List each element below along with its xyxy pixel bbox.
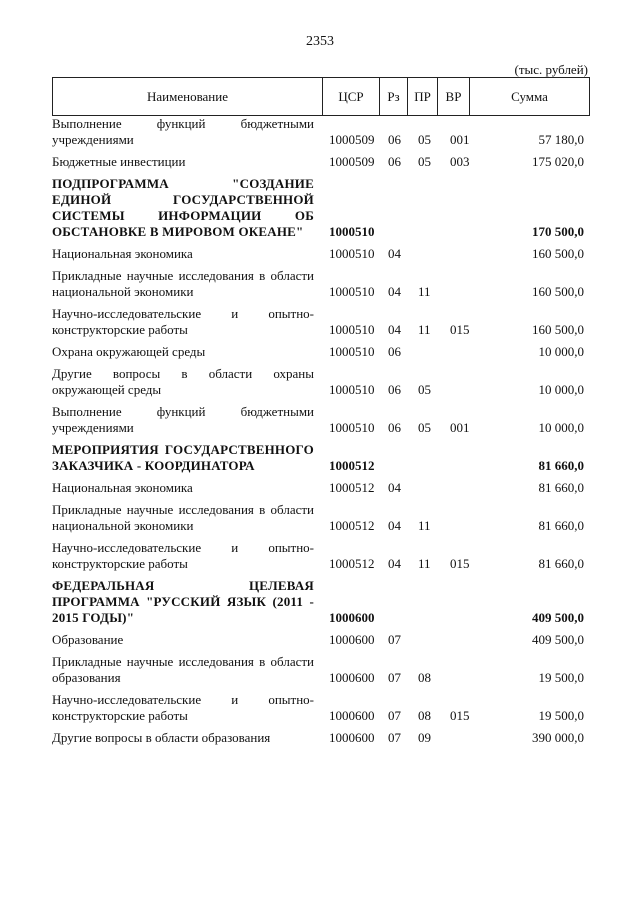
row-csr: 1000512	[329, 518, 375, 533]
row-name: Другие вопросы в области образования	[52, 730, 271, 745]
row-rz: 07	[388, 670, 401, 685]
row-pr: 08	[418, 708, 431, 723]
row-cells	[52, 730, 590, 746]
row-sum: 81 660,0	[538, 480, 584, 495]
table-row	[52, 246, 590, 262]
row-pr: 05	[418, 382, 431, 397]
units-note: (тыс. рублей)	[514, 62, 588, 77]
row-pr: 11	[418, 556, 431, 571]
row-vr: 001	[450, 420, 470, 435]
row-name: Выполнение функций бюджетными учреждениями	[52, 404, 314, 435]
row-cells	[52, 420, 590, 436]
row-name: Прикладные научные исследования в области образования	[52, 654, 314, 685]
row-cells	[52, 708, 590, 724]
row-vr: 003	[450, 154, 470, 169]
row-cells	[52, 322, 590, 338]
row-cells	[52, 556, 590, 572]
row-csr: 1000512	[329, 458, 375, 473]
row-sum: 390 000,0	[532, 730, 584, 745]
row-sum: 409 500,0	[532, 610, 584, 625]
row-sum: 10 000,0	[538, 344, 584, 359]
row-name: Прикладные научные исследования в области национальной экономики	[52, 268, 314, 299]
column-header-sum: Сумма	[511, 88, 548, 104]
row-name: Охрана окружающей среды	[52, 344, 206, 359]
row-csr: 1000600	[329, 632, 375, 647]
row-name: Научно-исследовательские и опытно-конструкторские работы	[52, 540, 314, 571]
table-row	[52, 404, 590, 436]
row-rz: 06	[388, 420, 401, 435]
row-name: Научно-исследовательские и опытно-конструкторские работы	[52, 306, 314, 337]
row-rz: 07	[388, 730, 401, 745]
row-pr: 08	[418, 670, 431, 685]
row-rz: 04	[388, 246, 401, 261]
row-cells	[52, 382, 590, 398]
page-number: 2353	[306, 34, 334, 49]
column-header-csr: ЦСР	[323, 78, 380, 115]
table-row	[52, 116, 590, 148]
row-csr: 1000512	[329, 556, 375, 571]
table-body	[52, 116, 590, 752]
row-sum: 10 000,0	[538, 382, 584, 397]
row-cells	[52, 224, 590, 240]
table-row	[52, 540, 590, 572]
row-rz: 07	[388, 708, 401, 723]
row-vr: 015	[450, 322, 470, 337]
row-csr: 1000510	[329, 284, 375, 299]
table-row	[52, 730, 590, 746]
row-name: Бюджетные инвестиции	[52, 154, 186, 169]
row-rz: 06	[388, 132, 401, 147]
table-row	[52, 654, 590, 686]
row-cells	[52, 132, 590, 148]
row-csr: 1000600	[329, 610, 375, 625]
row-sum: 170 500,0	[532, 224, 584, 239]
row-rz: 04	[388, 480, 401, 495]
row-name: Национальная экономика	[52, 480, 193, 495]
row-sum: 81 660,0	[538, 556, 584, 571]
row-sum: 160 500,0	[532, 322, 584, 337]
row-vr: 001	[450, 132, 470, 147]
row-rz: 07	[388, 632, 401, 647]
row-csr: 1000510	[329, 246, 375, 261]
row-cells	[52, 246, 590, 262]
table-row	[52, 692, 590, 724]
row-csr: 1000600	[329, 730, 375, 745]
row-cells	[52, 518, 590, 534]
row-rz: 06	[388, 154, 401, 169]
row-name: Другие вопросы в области охраны окружающей среды	[52, 366, 314, 397]
row-pr: 11	[418, 322, 431, 337]
table-row	[52, 366, 590, 398]
row-rz: 04	[388, 556, 401, 571]
table-row	[52, 632, 590, 648]
row-name: Прикладные научные исследования в области национальной экономики	[52, 502, 314, 533]
column-header-pr: ПР	[408, 78, 438, 115]
row-name: Образование	[52, 632, 124, 647]
table-row	[52, 268, 590, 300]
row-csr: 1000510	[329, 322, 375, 337]
row-sum: 57 180,0	[538, 132, 584, 147]
row-csr: 1000600	[329, 708, 375, 723]
row-rz: 04	[388, 284, 401, 299]
table-row	[52, 306, 590, 338]
row-cells	[52, 284, 590, 300]
row-name: Научно-исследовательские и опытно-конструкторские работы	[52, 692, 314, 723]
table-row	[52, 176, 590, 240]
row-rz: 06	[388, 344, 401, 359]
row-pr: 11	[418, 518, 431, 533]
row-name: ФЕДЕРАЛЬНАЯ ЦЕЛЕВАЯ ПРОГРАММА "РУССКИЙ ЯЗЫК (2011 - 2015 ГОДЫ)"	[52, 578, 314, 625]
row-sum: 81 660,0	[538, 458, 584, 473]
row-csr: 1000512	[329, 480, 375, 495]
row-name: Выполнение функций бюджетными учреждениями	[52, 116, 314, 147]
row-pr: 05	[418, 420, 431, 435]
row-rz: 04	[388, 322, 401, 337]
row-sum: 19 500,0	[538, 708, 584, 723]
table-row	[52, 480, 590, 496]
row-csr: 1000510	[329, 224, 375, 239]
table-header	[52, 77, 590, 116]
row-sum: 81 660,0	[538, 518, 584, 533]
row-rz: 06	[388, 382, 401, 397]
row-csr: 1000600	[329, 670, 375, 685]
row-pr: 05	[418, 154, 431, 169]
table-row	[52, 502, 590, 534]
row-sum: 160 500,0	[532, 246, 584, 261]
column-header-name: Наименование	[53, 78, 323, 115]
row-pr: 09	[418, 730, 431, 745]
row-cells	[52, 610, 590, 626]
row-pr: 11	[418, 284, 431, 299]
row-sum: 175 020,0	[532, 154, 584, 169]
row-sum: 19 500,0	[538, 670, 584, 685]
row-cells	[52, 458, 590, 474]
table-row	[52, 344, 590, 360]
column-header-rz: Рз	[380, 78, 408, 115]
row-name: ПОДПРОГРАММА "СОЗДАНИЕ ЕДИНОЙ ГОСУДАРСТВЕННОЙ СИСТЕМЫ ИНФОРМАЦИИ ОБ ОБСТАНОВКЕ В МИРОВОМ ОКЕАНЕ"	[52, 176, 314, 239]
row-csr: 1000510	[329, 344, 375, 359]
column-header-vr: ВР	[438, 78, 470, 115]
row-name: Национальная экономика	[52, 246, 193, 261]
row-csr: 1000509	[329, 154, 375, 169]
row-sum: 160 500,0	[532, 284, 584, 299]
row-sum: 10 000,0	[538, 420, 584, 435]
table-row	[52, 578, 590, 626]
row-pr: 05	[418, 132, 431, 147]
row-cells	[52, 480, 590, 496]
table-row	[52, 154, 590, 170]
table-row	[52, 442, 590, 474]
row-cells	[52, 154, 590, 170]
row-csr: 1000509	[329, 132, 375, 147]
row-csr: 1000510	[329, 420, 375, 435]
row-sum: 409 500,0	[532, 632, 584, 647]
row-csr: 1000510	[329, 382, 375, 397]
row-vr: 015	[450, 556, 470, 571]
row-cells	[52, 632, 590, 648]
row-rz: 04	[388, 518, 401, 533]
row-vr: 015	[450, 708, 470, 723]
row-cells	[52, 344, 590, 360]
row-name: МЕРОПРИЯТИЯ ГОСУДАРСТВЕННОГО ЗАКАЗЧИКА - КООРДИНАТОРА	[52, 442, 314, 473]
row-cells	[52, 670, 590, 686]
